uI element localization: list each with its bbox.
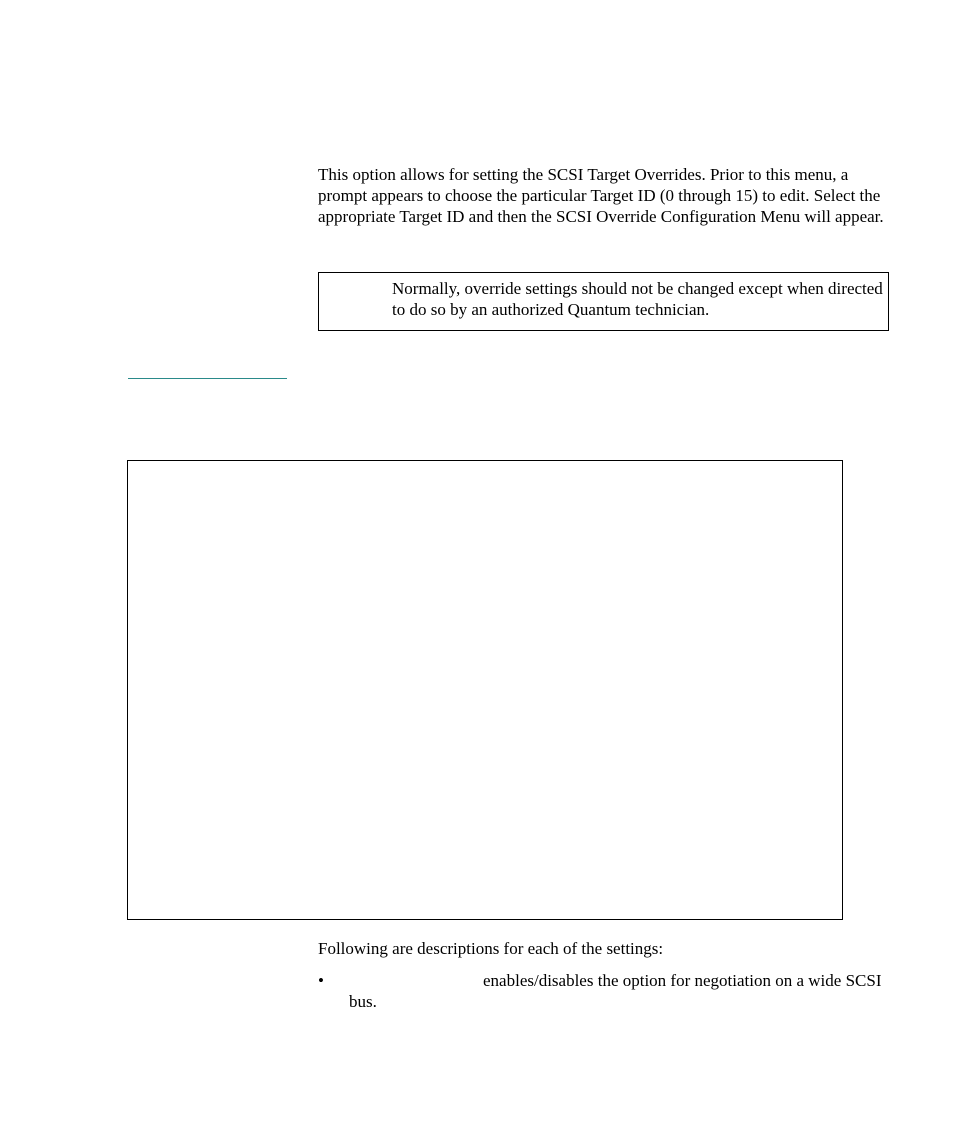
descriptions-intro: Following are descriptions for each of the settings: [318,939,664,958]
note-text: Normally, override settings should not be changed except when directed to do so by an authorized Quantum technician. [392,279,883,319]
bullet-mark: • [318,971,324,990]
note-box [318,272,889,331]
intro-paragraph: This option allows for setting the SCSI Target Overrides. Prior to this menu, a prompt appears to choose the particular Target ID (0 through 15) to edit. Select the appropriate Target ID and then the SCSI Override Configuration Menu will appear. [318,165,884,226]
bullet-text: enables/disables the option for negotiation on a wide SCSI bus. [349,971,882,1011]
heading-rule [128,378,287,379]
menu-screenshot-frame [127,460,843,920]
